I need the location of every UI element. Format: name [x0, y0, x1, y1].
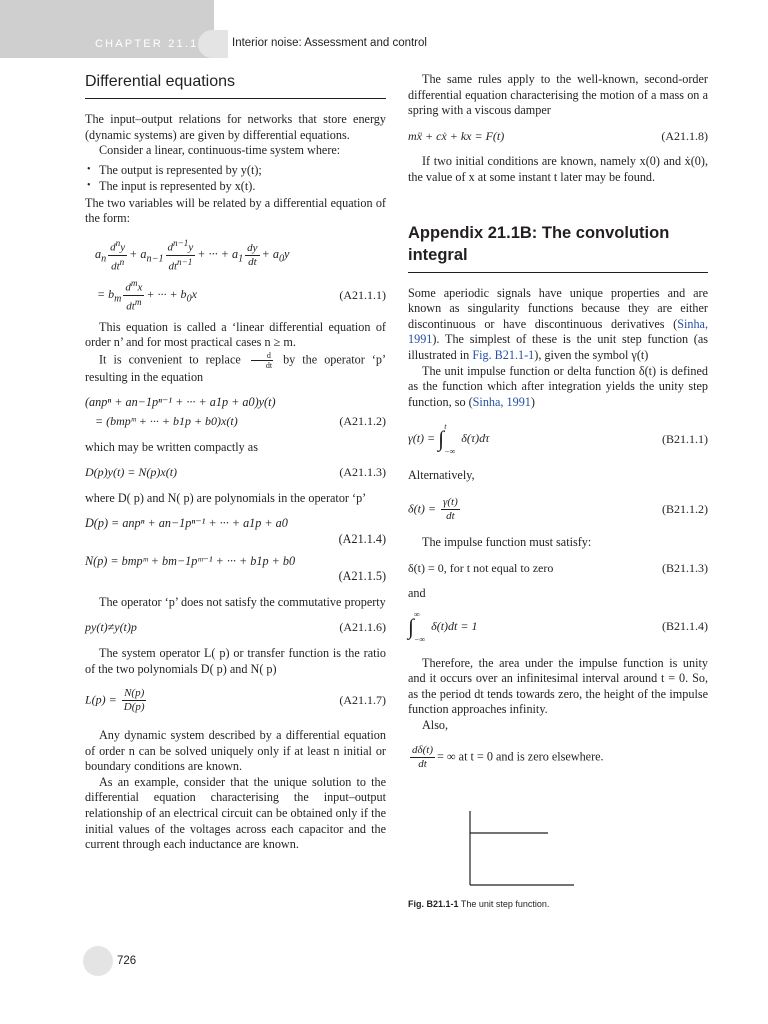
- paragraph: Any dynamic system described by a differential equation of order n can be solved uniquely only if at least n initial or boundary conditions are known.: [85, 728, 386, 774]
- paragraph: Therefore, the area under the impulse function is unity and it occurs over an infinitesimal interval around t = 0. So, as the period dt tends towards zero, the height of the impulse function approaches infinity.: [408, 655, 708, 717]
- paragraph-text: ): [530, 394, 535, 409]
- paragraph-text: ), given the symbol γ(t): [534, 347, 649, 362]
- equation-expr: mẍ + cẋ + kx = F(t): [408, 128, 505, 143]
- paragraph-text: It is convenient to replace: [99, 352, 241, 367]
- left-column: [85, 72, 386, 853]
- page-number: 726: [117, 955, 137, 967]
- paragraph-text: ). The simplest of these is the unit step function (as illustrated in: [408, 332, 708, 362]
- paragraph-text: by the operator ‘p’ resulting in the equation: [85, 352, 387, 384]
- equation-label: (B21.1.1): [662, 431, 708, 446]
- equation-expr: D(p)y(t) = N(p)x(t): [85, 465, 178, 480]
- paragraph: If two initial conditions are known, namely x(0) and ẋ(0), the value of x at some instant t later may be found.: [408, 154, 708, 184]
- citation-link[interactable]: Sinha, 1991: [472, 394, 531, 409]
- paragraph: It is convenient to replace $\frac{d}{dt}$ by the operator ‘p’ resulting in the equation: [85, 350, 387, 384]
- paragraph: where D( p) and N( p) are polynomials in the operator ‘p’: [85, 490, 367, 505]
- equation-label: (A21.1.5): [338, 569, 386, 584]
- paragraph: This equation is called a ‘linear differential equation of order n’ and for most practical cases n ≥ m.: [85, 319, 386, 350]
- figure-unit-step: [408, 809, 708, 919]
- equation-label: (B21.1.3): [662, 560, 708, 575]
- caption-label: Fig. B21.1-1: [408, 898, 459, 909]
- paragraph: The same rules apply to the well-known, second-order differential equation characterising the motion of a mass on a spring with a viscous damper: [408, 72, 708, 118]
- paragraph: As an example, consider that the unique solution to the differential equation characterising the input–output relationship of an electrical circuit can be obtained only if the initial values of the voltages across each capacitor and the current through each inductance are known.: [85, 774, 386, 852]
- appendix-heading: Appendix 21.1B: The convolution integral: [408, 222, 708, 273]
- paragraph: Consider a linear, continuous-time system where:: [99, 143, 341, 158]
- paragraph: The operator ‘p’ does not satisfy the commutative property: [99, 594, 386, 609]
- paragraph: The system operator L( p) or transfer function is the ratio of the two polynomials D( p) and N( p): [85, 645, 386, 676]
- running-title: Interior noise: Assessment and control: [232, 37, 427, 49]
- equation-a21-1-8: [408, 129, 708, 145]
- equation-a21-1-2: [85, 395, 386, 429]
- equation-label: (A21.1.1): [339, 287, 386, 302]
- equation-label: (B21.1.2): [662, 501, 708, 516]
- paragraph: The two variables will be related by a differential equation of the form:: [85, 195, 386, 226]
- paragraph: Alternatively,: [408, 468, 475, 483]
- equation-label: (B21.1.4): [662, 618, 708, 633]
- equation-expr: py(t)≠y(t)p: [85, 620, 137, 635]
- paragraph-text: The unit impulse function or delta function δ(t) is defined as the function which after integration yields the unity step function, so (: [408, 363, 708, 409]
- equation-label: (A21.1.4): [338, 531, 386, 546]
- equation-derivative: $\frac{d\delta(t)}{dt}$ = ∞ at t = 0 and is zero elsewhere.: [412, 743, 604, 770]
- equation-label: (A21.1.7): [339, 692, 386, 707]
- equation-expr: = ∞ at t = 0 and is zero elsewhere.: [437, 748, 604, 763]
- figure-link[interactable]: Fig. B21.1-1: [472, 347, 535, 362]
- caption-text: The unit step function.: [460, 898, 550, 909]
- paragraph: and: [408, 586, 426, 601]
- unit-step-plot: [466, 809, 576, 887]
- equation-a21-1-7: L(p) = $\frac{N(p)}{D(p)}$ (A21.1.7): [85, 687, 386, 714]
- paragraph: which may be written compactly as: [85, 439, 258, 454]
- equation-expr: D(p) = anpⁿ + an−1pⁿ⁻¹ + ··· + a1p + a0: [85, 516, 288, 531]
- equation-b21-1-1: γ(t) = ∫ t −∞ δ(τ)dτ (B21.1.1): [408, 422, 708, 457]
- paragraph-text: Some aperiodic signals have unique properties and are known as singularity functions because they are either discontinuous or have discontinuous derivatives (: [408, 285, 708, 331]
- paragraph: Also,: [422, 718, 449, 733]
- equation-label: (A21.1.6): [339, 620, 386, 635]
- equation-a21-1-6: [85, 620, 386, 636]
- equation-a21-1-4: [85, 516, 386, 547]
- bullet-list: [85, 162, 386, 194]
- equation-label: (A21.1.8): [661, 128, 708, 143]
- paragraph: The input–output relations for networks that store energy (dynamic systems) are given by differential equations.: [85, 112, 386, 142]
- citation-link[interactable]: Sinha, 1991: [408, 316, 708, 347]
- paragraph: [408, 364, 708, 411]
- equation-line: (anpⁿ + an−1pⁿ⁻¹ + ··· + a1p + a0)y(t): [85, 395, 276, 410]
- section-heading: Differential equations: [85, 72, 386, 99]
- equation-a21-1-5: [85, 554, 386, 585]
- equation-b21-1-4: ∫ ∞ −∞ δ(t)dt = 1 (B21.1.4): [408, 609, 708, 644]
- equation-expr: δ(t) = 0, for t not equal to zero: [408, 560, 554, 575]
- equation-a21-1-3: [85, 465, 386, 481]
- header-tab: [198, 30, 228, 58]
- paragraph: [408, 286, 708, 364]
- equation-b21-1-2: δ(t) = $\frac{\gamma(t)}{dt}$ (B21.1.2): [408, 495, 708, 522]
- right-column: [408, 72, 708, 919]
- chapter-label: CHAPTER 21.1: [95, 38, 199, 50]
- equation-label: (A21.1.3): [339, 465, 386, 480]
- equation-b21-1-3: [408, 561, 708, 577]
- equation-a21-1-1: $a_n$ $\frac{d^ny}{dt^n}$ + $a_{n-1}$ $\frac{d^{n-1}y}{dt^{n-1}}$ + ··· + $a_1$ $\frac{dy}{dt}$ + $a_0y$ = $b_m$ $\frac{d^mx}{dt^m}$ + ··· + $b_0x$ (A21.1.1): [95, 237, 386, 313]
- equation-expr: N(p) = bmpᵐ + bm−1pᵐ⁻¹ + ··· + b1p + b0: [85, 553, 296, 568]
- equation-label: (A21.1.2): [339, 413, 386, 428]
- list-item: • The input is represented by x(t).: [85, 178, 386, 194]
- figure-caption: [408, 897, 549, 913]
- paragraph: The impulse function must satisfy:: [422, 534, 592, 549]
- page-number-tab: [83, 946, 113, 976]
- equation-line: = (bmpᵐ + ··· + b1p + b0)x(t): [95, 413, 238, 428]
- list-item: • The output is represented by y(t);: [85, 162, 386, 178]
